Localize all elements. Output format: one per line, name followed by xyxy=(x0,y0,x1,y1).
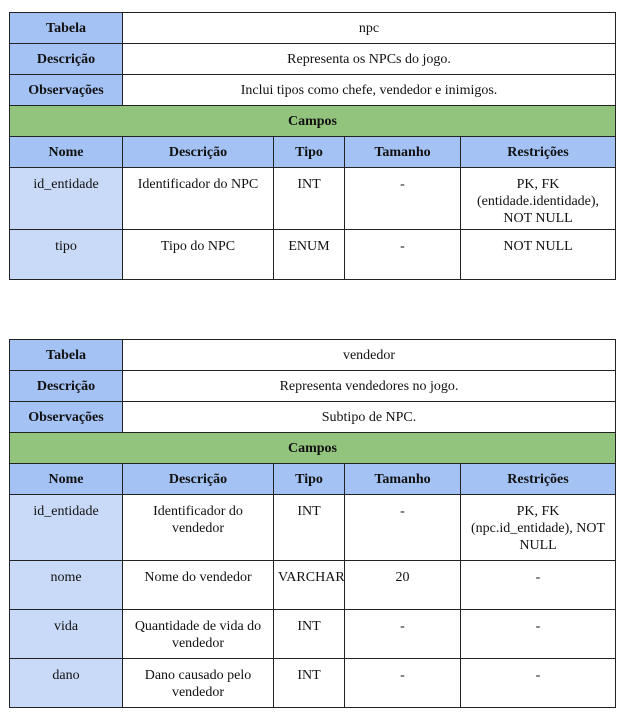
field-tipo: VARCHAR xyxy=(274,561,345,610)
header-tamanho: Tamanho xyxy=(345,464,461,495)
header-restricoes: Restrições xyxy=(461,137,616,168)
section-campos: Campos xyxy=(10,433,616,464)
field-restricoes: - xyxy=(461,561,616,610)
label-observacoes: Observações xyxy=(10,402,123,433)
field-descricao: Tipo do NPC xyxy=(123,230,274,280)
field-restricoes: NOT NULL xyxy=(461,230,616,280)
header-tipo: Tipo xyxy=(274,464,345,495)
table-npc xyxy=(9,12,616,280)
header-restricoes: Restrições xyxy=(461,464,616,495)
field-nome: nome xyxy=(10,561,123,610)
table-row xyxy=(10,44,616,75)
field-restricoes: - xyxy=(461,610,616,659)
field-tipo: INT xyxy=(274,659,345,708)
field-descricao: Identificador do NPC xyxy=(123,168,274,230)
field-restricoes: - xyxy=(461,659,616,708)
field-descricao: Nome do vendedor xyxy=(123,561,274,610)
table-row xyxy=(10,402,616,433)
table-row xyxy=(10,13,616,44)
header-nome: Nome xyxy=(10,464,123,495)
table-description: Representa vendedores no jogo. xyxy=(123,371,616,402)
table-row xyxy=(10,340,616,371)
table-row xyxy=(10,75,616,106)
field-tamanho: - xyxy=(345,610,461,659)
table-row xyxy=(10,168,616,230)
header-row xyxy=(10,464,616,495)
table-name: npc xyxy=(123,13,616,44)
field-tamanho: 20 xyxy=(345,561,461,610)
table-name: vendedor xyxy=(123,340,616,371)
field-descricao: Identificador do vendedor xyxy=(123,495,274,561)
field-nome: vida xyxy=(10,610,123,659)
header-descricao: Descrição xyxy=(123,137,274,168)
field-tipo: INT xyxy=(274,168,345,230)
field-nome: dano xyxy=(10,659,123,708)
table-vendedor xyxy=(9,339,616,708)
field-tamanho: - xyxy=(345,230,461,280)
table-row xyxy=(10,106,616,137)
field-descricao: Quantidade de vida do vendedor xyxy=(123,610,274,659)
field-nome: tipo xyxy=(10,230,123,280)
table-row xyxy=(10,659,616,708)
field-tipo: INT xyxy=(274,495,345,561)
field-tamanho: - xyxy=(345,495,461,561)
field-tamanho: - xyxy=(345,168,461,230)
field-tipo: ENUM xyxy=(274,230,345,280)
table-row xyxy=(10,230,616,280)
section-campos: Campos xyxy=(10,106,616,137)
label-tabela: Tabela xyxy=(10,340,123,371)
field-tamanho: - xyxy=(345,659,461,708)
field-descricao: Dano causado pelo vendedor xyxy=(123,659,274,708)
table-row xyxy=(10,610,616,659)
header-tipo: Tipo xyxy=(274,137,345,168)
table-description: Representa os NPCs do jogo. xyxy=(123,44,616,75)
table-row xyxy=(10,495,616,561)
label-descricao: Descrição xyxy=(10,44,123,75)
table-row xyxy=(10,433,616,464)
header-row xyxy=(10,137,616,168)
table-row xyxy=(10,371,616,402)
field-restricoes: PK, FK (npc.id_entidade), NOT NULL xyxy=(461,495,616,561)
label-observacoes: Observações xyxy=(10,75,123,106)
header-descricao: Descrição xyxy=(123,464,274,495)
label-descricao: Descrição xyxy=(10,371,123,402)
label-tabela: Tabela xyxy=(10,13,123,44)
header-nome: Nome xyxy=(10,137,123,168)
field-restricoes: PK, FK (entidade.identidade), NOT NULL xyxy=(461,168,616,230)
table-observations: Subtipo de NPC. xyxy=(123,402,616,433)
field-nome: id_entidade xyxy=(10,495,123,561)
field-tipo: INT xyxy=(274,610,345,659)
table-observations: Inclui tipos como chefe, vendedor e inimigos. xyxy=(123,75,616,106)
field-nome: id_entidade xyxy=(10,168,123,230)
header-tamanho: Tamanho xyxy=(345,137,461,168)
table-row xyxy=(10,561,616,610)
